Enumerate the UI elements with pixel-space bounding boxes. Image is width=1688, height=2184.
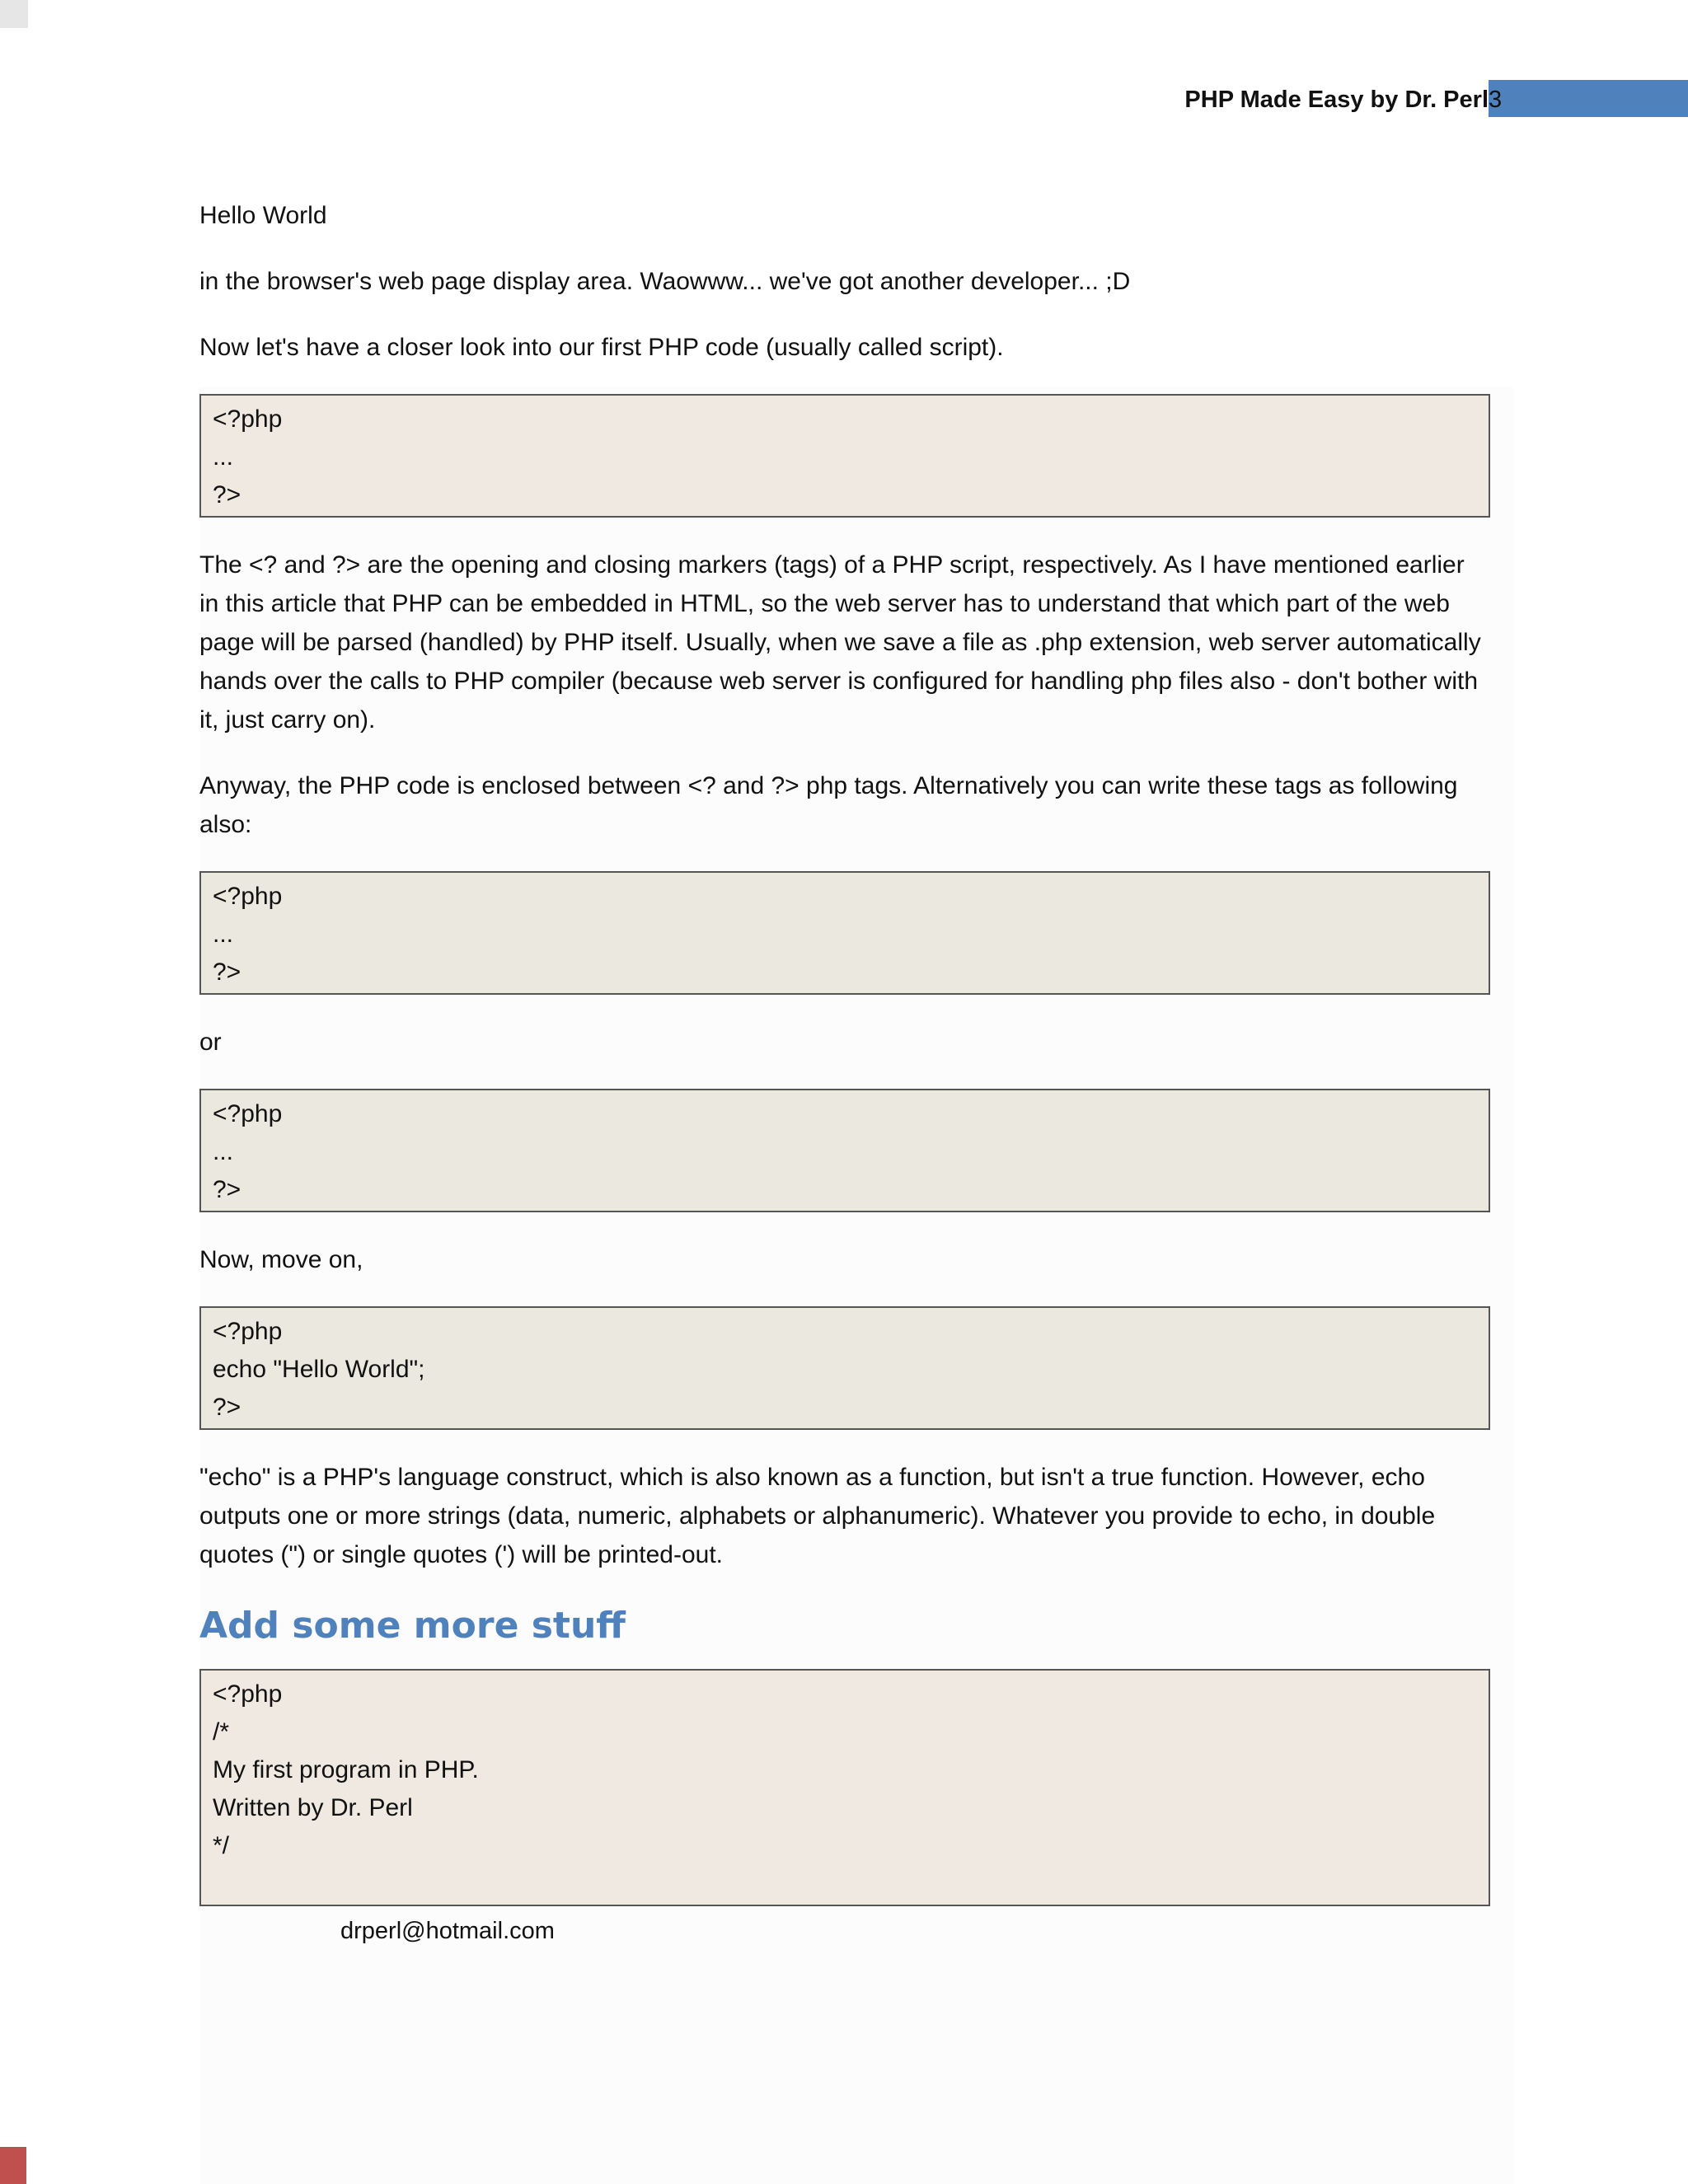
code-block-alternative-two: [199, 1089, 1490, 1212]
code-line: echo "Hello World";: [213, 1356, 425, 1383]
code-line: <?php: [213, 883, 283, 910]
code-line: <?php: [213, 1100, 283, 1127]
code-line: ?>: [213, 1394, 241, 1421]
code-line: My first program in PHP.: [213, 1756, 479, 1783]
paragraph-echo-description: "echo" is a PHP's language construct, which is also known as a function, but isn't a true function. However, echo outputs one or more strings (data, numeric, alphabets or alphanumeric). Whatever you provide to echo, in double quotes (") or single quotes (') will be printed-out.: [199, 1464, 1436, 1568]
footer-email: drperl@hotmail.com: [340, 1918, 555, 1944]
document-content: [199, 196, 1490, 1934]
code-line: <?php: [213, 1680, 283, 1708]
code-line: <?php: [213, 405, 283, 433]
code-line: ?>: [213, 958, 241, 986]
code-line: ...: [213, 921, 234, 948]
code-line: */: [213, 1832, 230, 1859]
code-line: ...: [213, 1138, 234, 1165]
code-line: /*: [213, 1718, 230, 1746]
code-line: [213, 1865, 1477, 1903]
paragraph-hello-world: Hello World: [199, 202, 327, 229]
paragraph-or: or: [199, 1029, 222, 1056]
code-block-alternative-one: [199, 871, 1490, 995]
paragraph-first-code: Now let's have a closer look into our first PHP code (usually called script).: [199, 334, 1004, 361]
paragraph-php-markers: The <? and ?> are the opening and closing markers (tags) of a PHP script, respectively. As I have mentioned earlier in this article that PHP can be embedded in HTML, so the web server has to understand that which part of the web page will be parsed (handled) by PHP itself. Usually, when we save a file as .php extension, web server automatically hands over the calls to PHP compiler (because web server is configured for handling php files also - don't bother with it, just carry on).: [199, 551, 1481, 733]
header-title: PHP Made Easy by Dr. Perl: [1184, 87, 1489, 113]
page-number: 3: [1489, 87, 1503, 113]
code-block-echo: [199, 1306, 1490, 1430]
corner-mark: [0, 0, 28, 28]
header-accent-bar: [1489, 80, 1688, 117]
code-line: ?>: [213, 1176, 241, 1203]
code-line: ...: [213, 443, 234, 471]
paragraph-alternative-tags: Anyway, the PHP code is enclosed between <? and ?> php tags. Alternatively you can write these tags as following also:: [199, 772, 1458, 838]
code-block-comment: [199, 1669, 1490, 1906]
code-line: <?php: [213, 1318, 283, 1345]
code-block-php-tags: [199, 394, 1490, 518]
paragraph-browser-display: in the browser's web page display area. Waowww... we've got another developer... ;D: [199, 268, 1131, 295]
section-heading: Add some more stuff: [199, 1605, 626, 1647]
code-line: ?>: [213, 481, 241, 509]
bottom-red-mark: [0, 2147, 26, 2184]
paragraph-move-on: Now, move on,: [199, 1246, 363, 1273]
code-line: Written by Dr. Perl: [213, 1794, 413, 1821]
